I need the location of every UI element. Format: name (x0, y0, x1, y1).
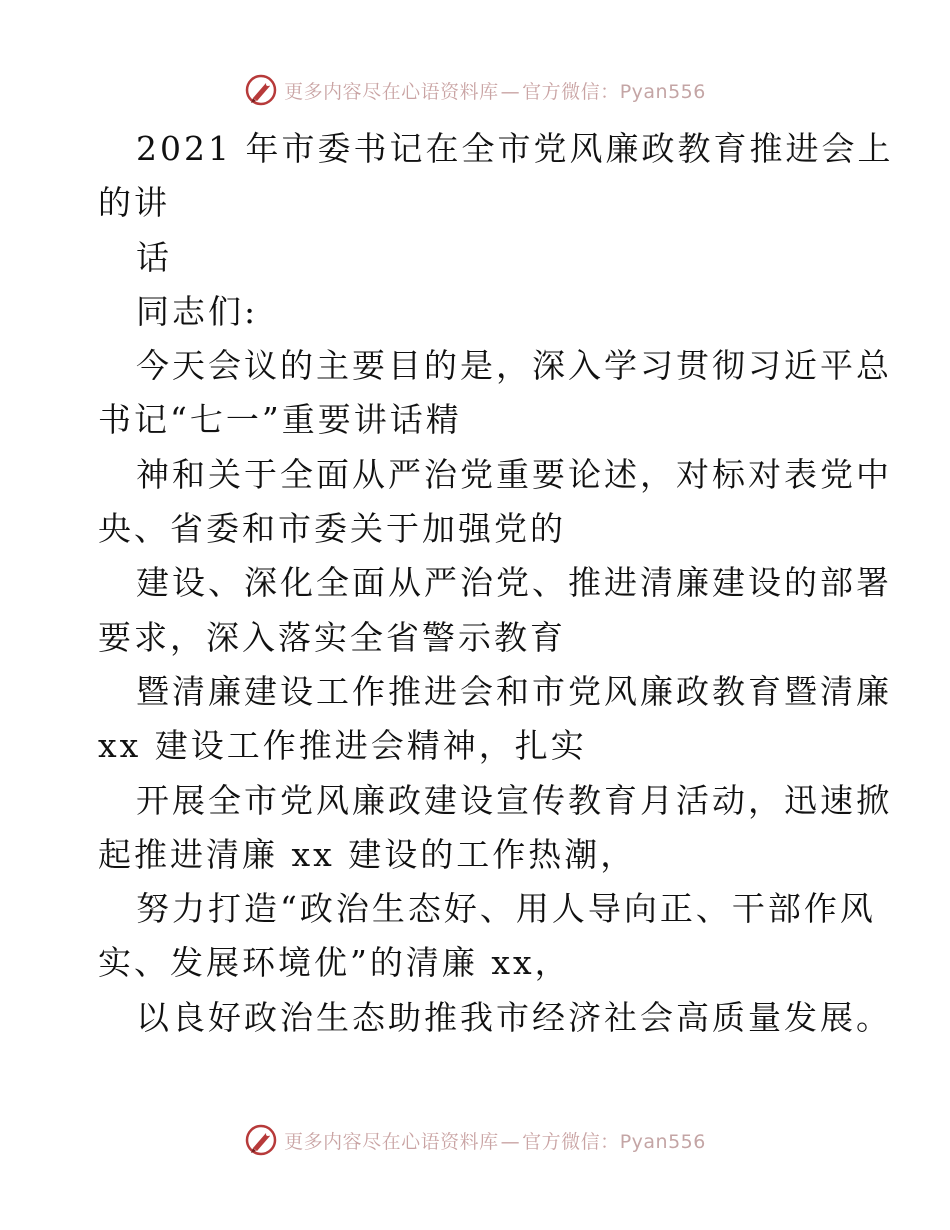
footer-watermark-banner (0, 1120, 950, 1160)
paragraph-line: xx 建设工作推进会精神，扎实 (98, 726, 587, 766)
salutation: 同志们: (136, 291, 259, 331)
separator: — (500, 1130, 521, 1153)
paragraph-line: 建设、深化全面从严治党、推进清廉建设的部署 (136, 563, 892, 603)
title-line-2: 的讲 (98, 183, 170, 223)
paragraph-line: 实、发展环境优”的清廉 xx， (98, 943, 571, 983)
paragraph-line: 要求，深入落实全省警示教育 (98, 617, 566, 657)
wechat-label: 官方微信： (522, 1130, 620, 1153)
paragraph-line: 暨清廉建设工作推进会和市党风廉政教育暨清廉 (136, 671, 892, 711)
header-watermark-banner (0, 70, 950, 110)
separator: — (500, 80, 521, 103)
wechat-label: 官方微信： (522, 80, 620, 103)
paragraph-line: 以良好政治生态助推我市经济社会高质量发展。 (136, 997, 892, 1037)
wechat-id: Pyan556 (619, 1130, 706, 1153)
watermark-text (284, 77, 706, 104)
paragraph-line: 神和关于全面从严治党重要论述，对标对表党中 (136, 454, 892, 494)
paragraph-line: 今天会议的主要目的是，深入学习贯彻习近平总 (136, 346, 892, 386)
promo-text: 更多内容尽在心语资料库 (284, 80, 499, 103)
paragraph-line: 开展全市党风廉政建设宣传教育月活动，迅速掀 (136, 780, 892, 820)
paragraph-line: 努力打造“政治生态好、用人导向正、干部作风 (136, 889, 876, 929)
wechat-id: Pyan556 (619, 80, 706, 103)
paragraph-line: 书记“七一”重要讲话精 (98, 400, 462, 440)
title-line-1: 2021 年市委书记在全市党风廉政教育推进会上 (136, 129, 894, 168)
watermark-text (284, 1127, 706, 1154)
document-body (98, 122, 894, 1045)
pen-logo-icon (244, 73, 278, 107)
title-line-3: 话 (136, 237, 172, 277)
paragraph-line: 起推进清廉 xx 建设的工作热潮， (98, 834, 637, 874)
pen-logo-icon (244, 1123, 278, 1157)
promo-text: 更多内容尽在心语资料库 (284, 1130, 499, 1153)
paragraph-line: 央、省委和市委关于加强党的 (98, 509, 566, 549)
